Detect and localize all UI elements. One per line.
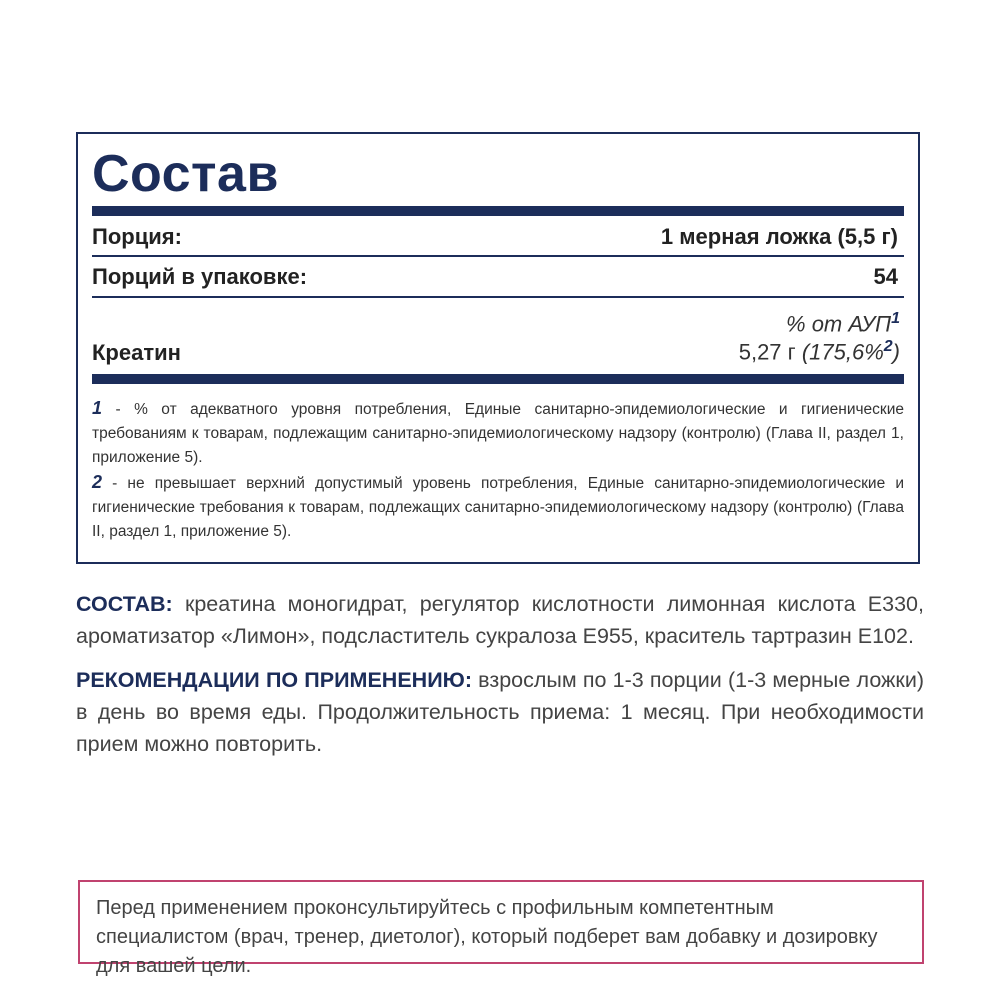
ingredient-percent: (175,6% xyxy=(801,339,884,365)
thick-divider xyxy=(92,374,904,384)
ingredient-percent-sup: 2 xyxy=(883,338,893,355)
footnote-text: - не превышает верхний допустимый уровень потребления, Единые санитарно-эпидемиологические и гигиенические требования к товарам, подлежащих санитарно-эпидемиологическому надзору (контролю) (Глава II, раздел 1, приложение 5). xyxy=(92,475,904,540)
servings-per-container-row xyxy=(92,260,904,294)
footnote-2 xyxy=(92,470,904,544)
servings-per-container-value: 54 xyxy=(873,264,898,289)
serving-size-label: Порция: xyxy=(92,224,182,249)
serving-size-value: 1 мерная ложка (5,5 г) xyxy=(660,224,898,249)
facts-title: Состав xyxy=(92,145,279,203)
footnote-1 xyxy=(92,396,904,470)
serving-size-row xyxy=(92,220,904,254)
footnote-text: - % от адекватного уровня потребления, Единые санитарно-эпидемиологические и гигиенические требованиям к товарам, подлежащим санитарно-эпидемиологическому надзору (контролю) (Глава II, раздел 1, приложение 5). xyxy=(92,401,904,466)
ingredient-name: Креатин xyxy=(92,340,181,365)
servings-per-container-label: Порций в упаковке: xyxy=(92,264,308,289)
composition-label: СОСТАВ: xyxy=(76,592,173,616)
usage-text: взрослым по 1-3 порции (1-3 мерные ложки) в день во время еды. Продолжительность приема: 1 месяц. При необходимости прием можно повторить. xyxy=(76,668,924,756)
thick-divider xyxy=(92,206,904,216)
footnote-number: 2 xyxy=(92,472,103,492)
thin-divider xyxy=(92,296,904,298)
daily-value-header-sup: 1 xyxy=(891,310,900,327)
nutrition-facts-panel xyxy=(76,132,920,564)
consultation-warning: Перед применением проконсультируйтесь с профильным компетентным специалистом (врач, тренер, диетолог), который подберет вам добавку и дозировку для вашей цели. xyxy=(78,880,924,964)
ingredient-value xyxy=(739,338,900,365)
usage-paragraph xyxy=(76,664,924,760)
usage-label: РЕКОМЕНДАЦИИ ПО ПРИМЕНЕНИЮ: xyxy=(76,668,472,692)
daily-value-header-text: % от АУП xyxy=(786,311,892,337)
ingredient-amount: 5,27 г xyxy=(738,339,796,365)
footnote-number: 1 xyxy=(92,398,103,418)
thin-divider xyxy=(92,255,904,257)
daily-value-header xyxy=(786,310,900,337)
footnotes xyxy=(92,396,904,544)
composition-paragraph xyxy=(76,588,924,652)
ingredient-percent-close: ) xyxy=(892,339,900,365)
composition-text: креатина моногидрат, регулятор кислотности лимонная кислота Е330, ароматизатор «Лимон», подсластитель сукралоза Е955, краситель тартразин Е102. xyxy=(76,592,924,648)
